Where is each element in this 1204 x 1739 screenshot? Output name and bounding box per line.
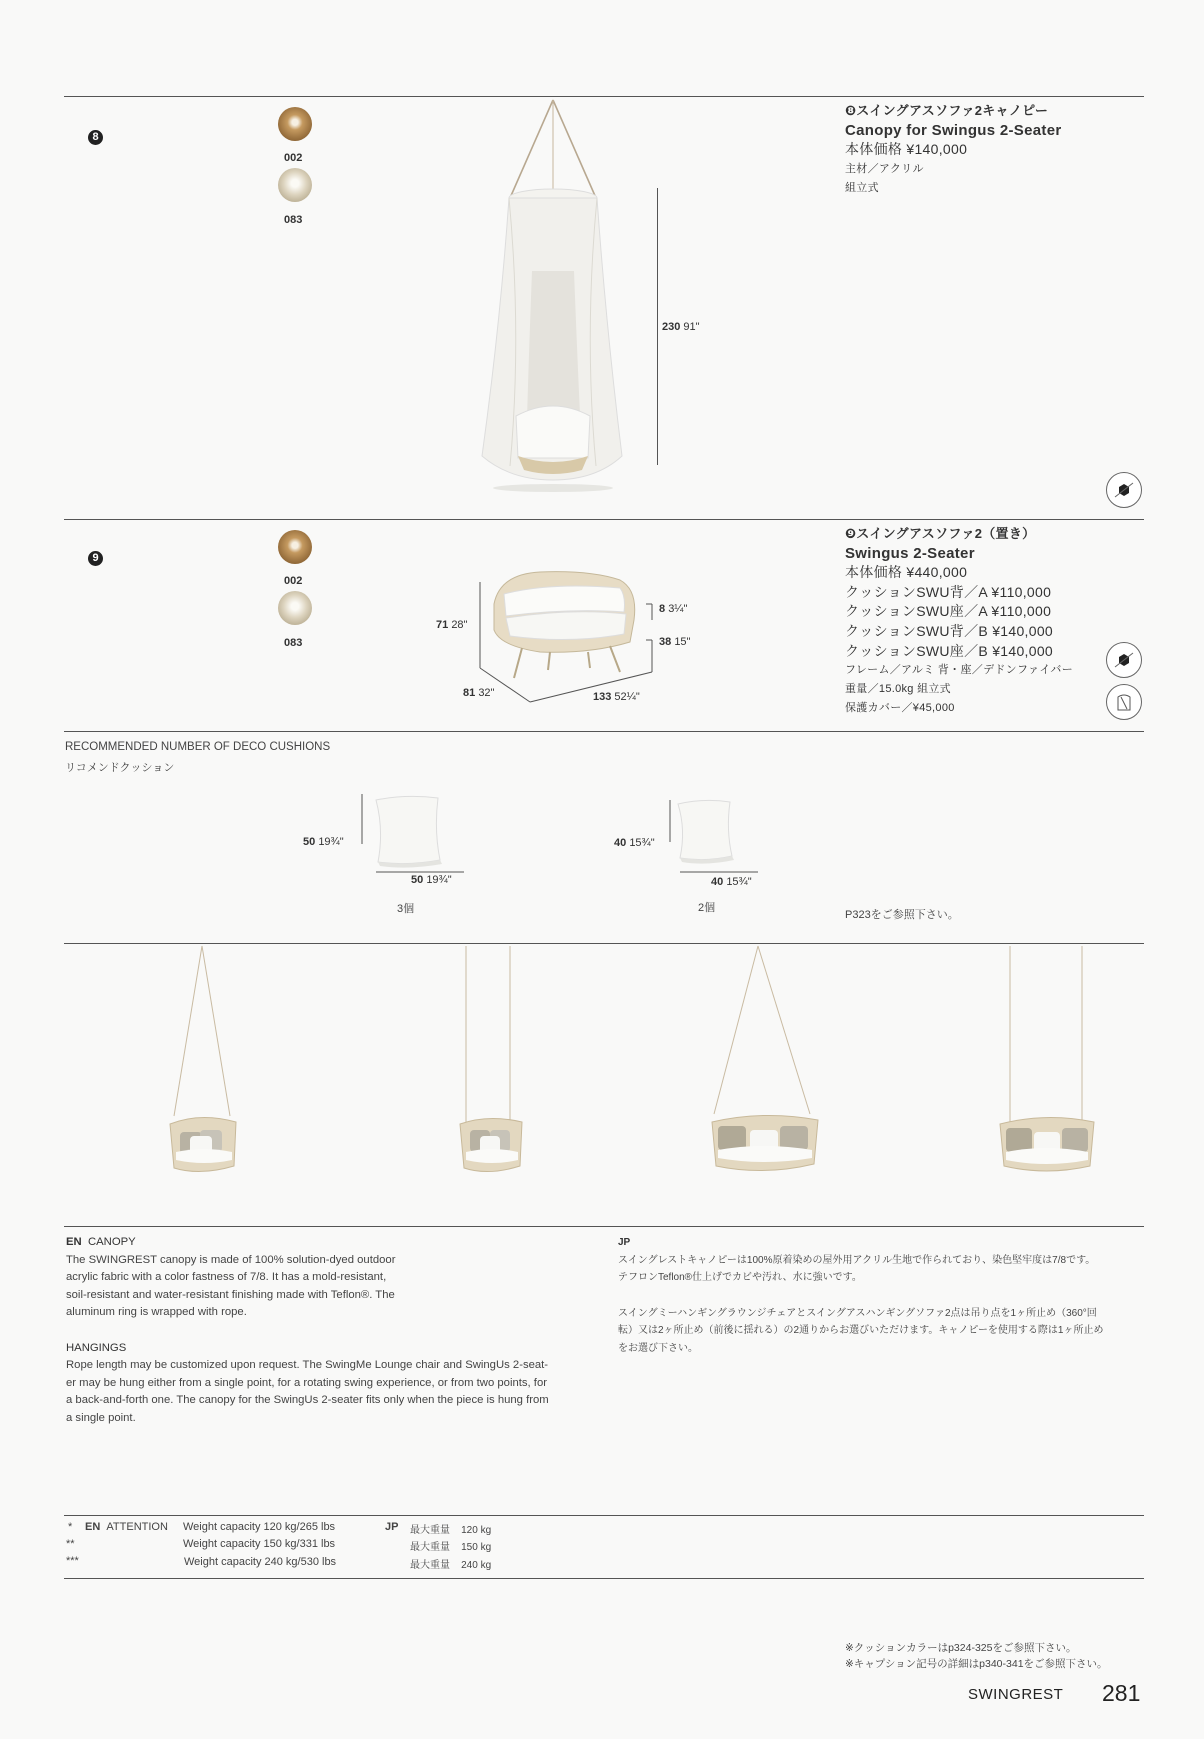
item9-swatch-code-002: 002 — [284, 575, 303, 587]
item9-width-dim — [593, 691, 640, 703]
hanging-swing-two-point-2 — [990, 944, 1110, 1204]
item9-material: フレーム／アルミ 背・座／デドンファイバー — [845, 664, 1074, 677]
deco-cushion-large-image — [356, 790, 466, 880]
item9-width-cm: 133 — [593, 691, 612, 703]
item8-swatch-code-083: 083 — [284, 214, 303, 226]
attention-star-2: ** — [66, 1538, 75, 1550]
attention-weight-en-2: Weight capacity 240 kg/530 lbs — [184, 1556, 337, 1568]
item9-weight: 重量／15.0kg 組立式 — [845, 683, 951, 696]
attention-jp-label-text: JP — [385, 1521, 399, 1533]
item9-depth-dim — [463, 687, 494, 699]
hanging-swing-single-point-1 — [160, 944, 280, 1204]
deco-small-width-in: 15¾" — [726, 876, 752, 888]
item9-seat-top-cm: 8 — [659, 603, 666, 615]
deco-small-count: 2個 — [698, 902, 716, 914]
attention-weight-jp-label-2: 最大重量 — [410, 1560, 450, 1571]
deco-large-height-in: 19¾" — [318, 836, 344, 848]
item9-swatch-002[interactable] — [278, 530, 312, 564]
item9-width-in: 52¼" — [614, 691, 640, 703]
item9-info — [845, 524, 1073, 718]
item9-sofa-image — [470, 560, 670, 710]
deco-small-height-dim — [614, 837, 655, 849]
item8-assembly: 組立式 — [845, 181, 879, 194]
attention-jp-label — [385, 1521, 398, 1533]
footer-brand: SWINGREST — [968, 1686, 1064, 1703]
item9-seat-height-in: 15" — [674, 636, 691, 648]
hangings-line-0: Rope length may be customized upon request. The SwingMe Lounge chair and SwingUs 2-seat- — [66, 1359, 549, 1371]
attention-bottom-rule — [64, 1578, 1144, 1579]
item9-outdoor-icon — [1106, 642, 1142, 678]
attention-weight-jp-row-0 — [410, 1521, 491, 1536]
item9-height-cm: 71 — [436, 619, 449, 631]
hangings-line-2: a back-and-forth one. The canopy for the SwingUs 2-seater fits only when the piece is hung from — [66, 1394, 549, 1406]
deco-small-width-dim — [711, 876, 752, 888]
deco-title-jp: リコメンドクッション — [65, 762, 175, 774]
attention-weight-jp-label-1: 最大重量 — [410, 1542, 450, 1553]
jp-label — [618, 1234, 1146, 1252]
footer-page-number: 281 — [1102, 1680, 1141, 1706]
en-label: EN — [66, 1236, 82, 1248]
jp-label-text: JP — [618, 1237, 631, 1248]
deco-large-width-dim — [411, 874, 452, 886]
jp-line1-0: スイングレストキャノピーは100%原着染めの屋外用アクリル生地で作られており、染色堅牢度は7/8です。 — [618, 1254, 1096, 1266]
jp-line2-0: スイングミーハンギングラウンジチェアとスイングアスハンギングソファ2点は吊り点を1ヶ所止め（360°回 — [618, 1307, 1097, 1319]
item9-bottom-rule — [64, 731, 1144, 732]
item8-title-jp: ❽スイングアスソファ2キャノピー — [845, 103, 1049, 118]
attention-label — [85, 1521, 168, 1533]
en-text-block — [66, 1234, 596, 1427]
jp-text-block — [618, 1234, 1146, 1357]
hanging-swing-two-point-1 — [448, 944, 548, 1204]
item9-depth-in: 32" — [478, 687, 495, 699]
item8-height-dim — [662, 321, 700, 333]
item8-title-en: Canopy for Swingus 2-Seater — [845, 121, 1062, 139]
attention-en-label: EN — [85, 1521, 101, 1533]
swings-bottom-rule — [64, 1226, 1144, 1227]
item8-height-cm: 230 — [662, 321, 681, 333]
deco-small-width-cm: 40 — [711, 876, 724, 888]
attention-weight-en-0: Weight capacity 120 kg/265 lbs — [183, 1521, 336, 1533]
item8-swatch-083[interactable] — [278, 168, 312, 202]
attention-weight-jp-label-0: 最大重量 — [410, 1525, 450, 1536]
hangings-heading: HANGINGS — [66, 1341, 127, 1354]
deco-small-height-in: 15¾" — [629, 837, 655, 849]
attention-label-text: ATTENTION — [106, 1521, 168, 1533]
footer-note-1: ※クッションカラーはp324-325をご参照下さい。 — [845, 1642, 1077, 1654]
item9-cover-icon — [1106, 684, 1142, 720]
item8-swatch-code-002: 002 — [284, 152, 303, 164]
item9-depth-cm: 81 — [463, 687, 476, 699]
attention-weight-jp-2: 240 kg — [461, 1560, 492, 1571]
deco-large-width-in: 19¾" — [426, 874, 452, 886]
attention-weight-jp-row-1 — [410, 1538, 491, 1553]
deco-large-height-cm: 50 — [303, 836, 316, 848]
item9-cushion-2: クッションSWU背／B ¥140,000 — [845, 622, 1054, 639]
item9-title-jp: ❾スイングアスソファ2（置き） — [845, 526, 1036, 541]
canopy-line-0: The SWINGREST canopy is made of 100% solution-dyed outdoor — [66, 1253, 396, 1266]
item8-material: 主材／アクリル — [845, 162, 924, 175]
deco-large-count: 3個 — [397, 903, 415, 915]
footer-note-2: ※キャプション記号の詳細はp340-341をご参照下さい。 — [845, 1658, 1108, 1670]
attention-star-3: *** — [66, 1555, 79, 1567]
attention-weight-jp-1: 150 kg — [461, 1542, 492, 1553]
item9-cover: 保護カバー／¥45,000 — [845, 702, 955, 715]
item9-seat-height-dim — [659, 636, 690, 648]
item9-swatch-083[interactable] — [278, 591, 312, 625]
deco-note: P323をご参照下さい。 — [845, 909, 959, 921]
canopy-heading-text: CANOPY — [87, 1236, 136, 1248]
deco-large-height-dim — [303, 836, 344, 848]
item9-cushion-3: クッションSWU座／B ¥140,000 — [845, 642, 1054, 659]
attention-weight-jp-row-2 — [410, 1556, 491, 1571]
deco-small-height-cm: 40 — [614, 837, 627, 849]
deco-title-en: RECOMMENDED NUMBER OF DECO CUSHIONS — [65, 741, 331, 753]
item9-seat-height-cm: 38 — [659, 636, 672, 648]
item9-seat-top-dim — [659, 603, 687, 615]
item8-info — [845, 101, 1061, 198]
hanging-swing-single-point-2 — [700, 944, 840, 1204]
attention-weight-jp-0: 120 kg — [461, 1525, 492, 1536]
deco-large-width-cm: 50 — [411, 874, 424, 886]
canopy-heading — [66, 1234, 596, 1252]
item8-swatch-002[interactable] — [278, 107, 312, 141]
canopy-line-3: aluminum ring is wrapped with rope. — [66, 1306, 247, 1318]
item8-height-in: 91" — [683, 321, 700, 333]
item9-cushion-1: クッションSWU座／A ¥110,000 — [845, 603, 1052, 620]
attention-top-rule — [64, 1515, 1144, 1516]
item9-cushion-0: クッションSWU背／A ¥110,000 — [845, 583, 1052, 600]
hangings-line-3: a single point. — [66, 1411, 136, 1424]
jp-line2-2: をお選び下さい。 — [618, 1342, 698, 1354]
jp-line2-1: 転）又は2ヶ所止め（前後に揺れる）の2通りからお選びいただけます。キャノピーを使用する際は1ヶ所止め — [618, 1325, 1104, 1336]
item8-height-line — [657, 188, 658, 465]
attention-weight-en-1: Weight capacity 150 kg/331 lbs — [183, 1538, 336, 1550]
item9-price: 本体価格 ¥440,000 — [845, 564, 968, 581]
attention-star-1: * — [68, 1521, 73, 1533]
item8-number-badge: 8 — [88, 130, 103, 145]
item9-seat-top-in: 3¼" — [668, 603, 688, 615]
item8-bottom-rule — [64, 519, 1144, 520]
item9-height-dim — [436, 619, 467, 631]
jp-line1-1: テフロンTeflon®仕上げでカビや汚れ、水に強いです。 — [618, 1272, 862, 1283]
deco-cushion-small-image — [664, 796, 764, 880]
canopy-line-1: acrylic fabric with a color fastness of 7/8. It has a mold-resistant, — [66, 1271, 387, 1283]
hangings-line-1: er may be hung either from a single point, for a rotating swing experience, or from two points, for — [66, 1376, 547, 1389]
item9-swatch-code-083: 083 — [284, 637, 303, 649]
item8-outdoor-icon — [1106, 472, 1142, 508]
canopy-line-2: soil-resistant and water-resistant finishing made with Teflon®. The — [66, 1288, 395, 1301]
item9-number-badge: 9 — [88, 551, 103, 566]
item8-price: 本体価格 ¥140,000 — [845, 141, 968, 158]
item9-height-in: 28" — [451, 619, 468, 631]
item9-title-en: Swingus 2-Seater — [845, 544, 975, 562]
